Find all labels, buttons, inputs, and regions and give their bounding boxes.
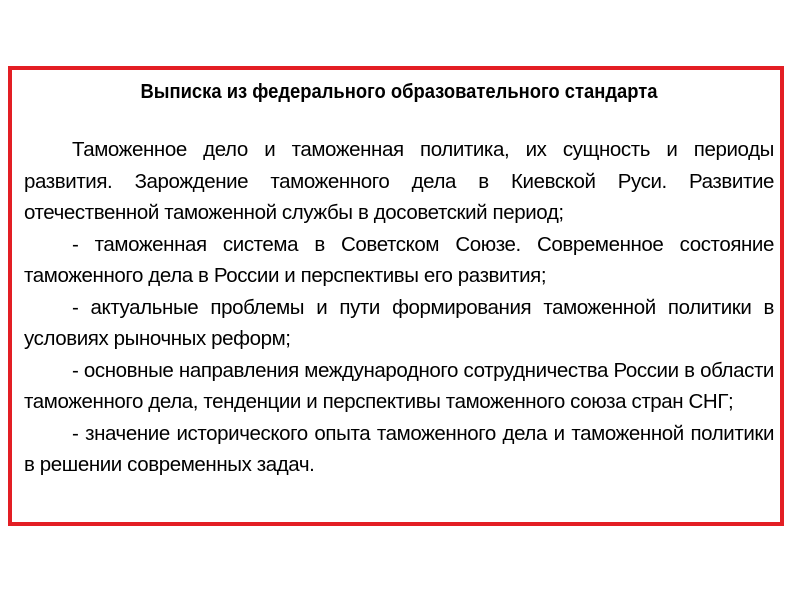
paragraph-history: Таможенное дело и таможенная политика, их сущность и периоды развития. Зарождение таможенного дела в Киевской Руси. Развитие отечественной таможенной службы в досоветский период; (24, 138, 774, 224)
paragraph-current-problems: - актуальные проблемы и пути формирования таможенной политики в условиях рыночных реформ; (24, 295, 774, 350)
document-frame (8, 66, 784, 526)
document-title: Выписка из федерального образовательного стандарта (140, 81, 658, 103)
paragraph-historical-experience: - значение исторического опыта таможенного дела и таможенной политики в решении современных задач. (24, 421, 774, 476)
document-body (24, 134, 774, 481)
paragraph-international-cooperation: - основные направления международного сотрудничества России в области таможенного дела, тенденции и перспективы таможенного союза стран СНГ; (24, 358, 774, 413)
paragraph-soviet-system: - таможенная система в Советском Союзе. Современное состояние таможенного дела в России и перспективы его развития; (24, 232, 774, 287)
